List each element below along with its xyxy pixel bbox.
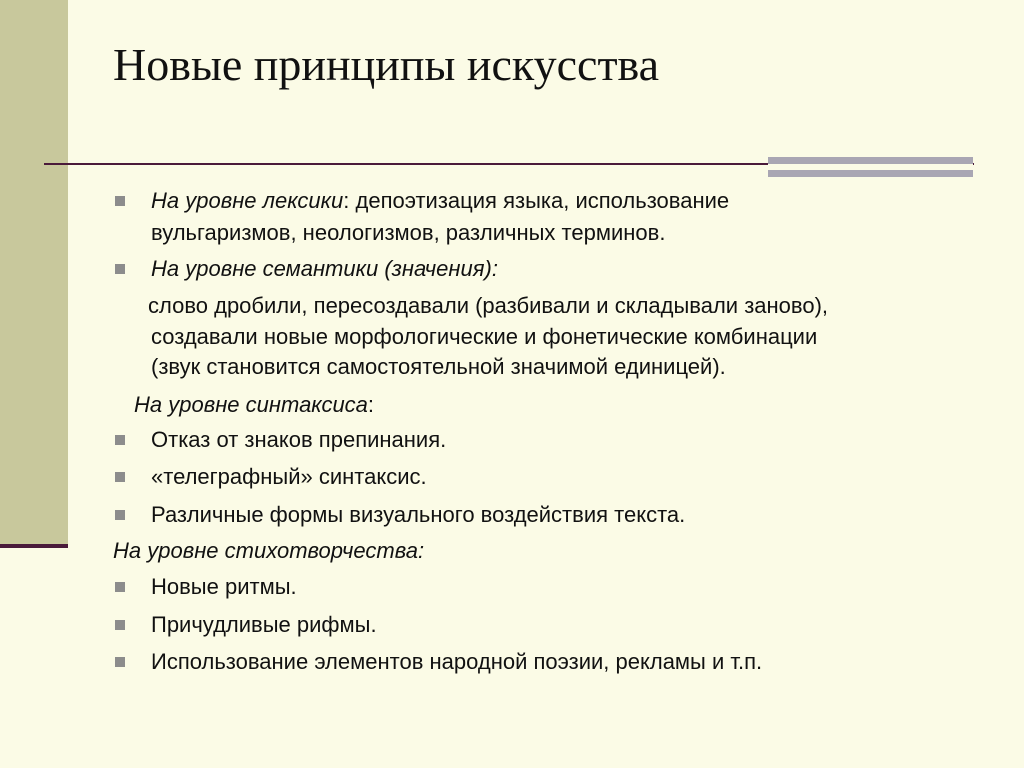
- poetry-heading: На уровне стихотворчества:: [113, 538, 425, 563]
- square-bullet-icon: [115, 435, 125, 445]
- syntax-colon: :: [367, 392, 375, 417]
- syntax-heading: [134, 390, 374, 420]
- square-bullet-icon: [115, 510, 125, 520]
- square-bullet-icon: [115, 264, 125, 274]
- square-bullet-icon: [115, 620, 125, 630]
- semantics-text-3: (звук становится самостоятельной значимой единицей).: [151, 354, 726, 379]
- list-item-semantics: На уровне семантики (значения):: [151, 256, 498, 281]
- square-bullet-icon: [115, 196, 125, 206]
- semantics-text-2: создавали новые морфологические и фонетические комбинации: [151, 324, 818, 349]
- square-bullet-icon: [115, 657, 125, 667]
- semantics-text-1: слово дробили, пересоздавали (разбивали и складывали заново),: [148, 293, 829, 318]
- lexics-text-continuation: вульгаризмов, неологизмов, различных терминов.: [151, 220, 666, 245]
- list-item-lexics: [151, 186, 729, 216]
- syntax-label: На уровне синтаксиса: [134, 392, 368, 417]
- poetry-item-3: Использование элементов народной поэзии, рекламы и т.п.: [151, 649, 763, 674]
- lexics-text: : депоэтизация языка, использование: [343, 188, 730, 213]
- poetry-item-2: Причудливые рифмы.: [151, 612, 377, 637]
- poetry-item-1: Новые ритмы.: [151, 574, 297, 599]
- square-bullet-icon: [115, 472, 125, 482]
- slide-title: Новые принципы искусства: [113, 39, 660, 90]
- square-bullet-icon: [115, 582, 125, 592]
- syntax-item-1: Отказ от знаков препинания.: [151, 427, 447, 452]
- syntax-item-3: Различные формы визуального воздействия текста.: [151, 502, 686, 527]
- lexics-label: На уровне лексики: [151, 188, 344, 213]
- syntax-item-2: «телеграфный» синтаксис.: [151, 464, 427, 489]
